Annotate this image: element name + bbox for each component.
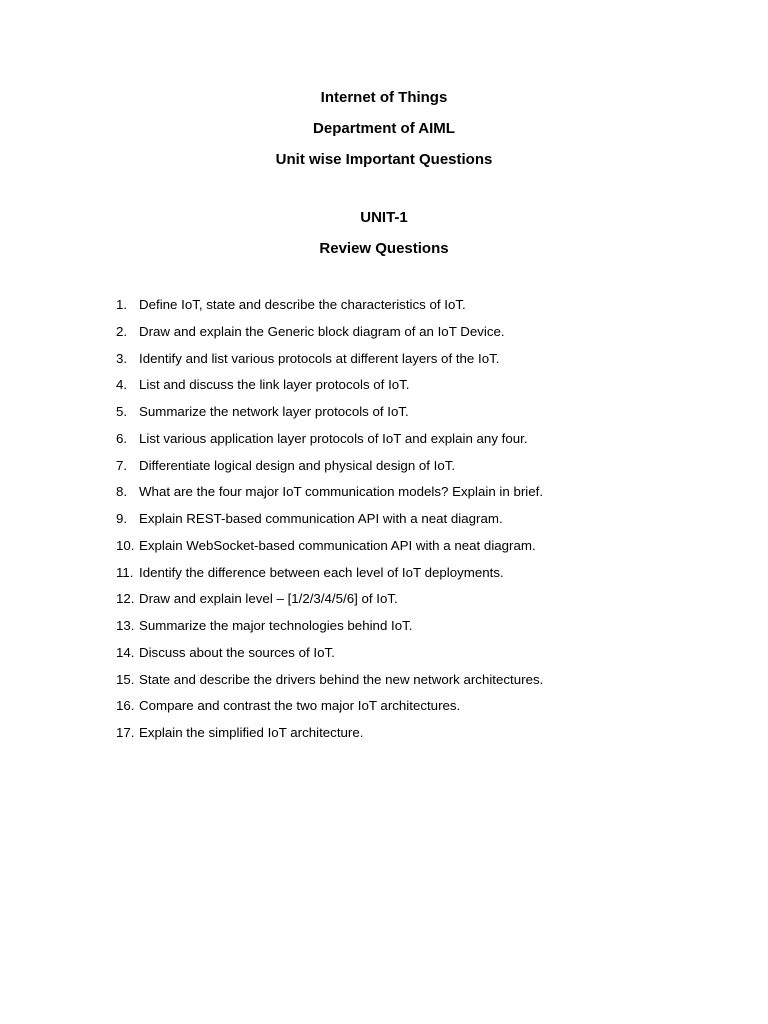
document-subtitle: Unit wise Important Questions bbox=[275, 151, 493, 168]
questions-list bbox=[116, 296, 736, 751]
question-item bbox=[116, 510, 736, 537]
question-text: Summarize the major technologies behind IoT. bbox=[139, 618, 413, 633]
question-number: 9. bbox=[116, 511, 128, 526]
question-item bbox=[116, 590, 736, 617]
question-number: 1. bbox=[116, 297, 128, 312]
question-text: Differentiate logical design and physical design of IoT. bbox=[139, 457, 456, 473]
question-item bbox=[116, 671, 736, 698]
question-text: What are the four major IoT communication models? Explain in brief. bbox=[139, 484, 544, 500]
question-text: Explain the simplified IoT architecture. bbox=[139, 725, 364, 740]
question-item bbox=[116, 644, 736, 671]
question-text: List and discuss the link layer protocols of IoT. bbox=[139, 377, 410, 393]
question-number: 4. bbox=[116, 377, 128, 393]
question-number: 17. bbox=[116, 725, 135, 740]
question-number: 3. bbox=[116, 350, 128, 366]
question-item bbox=[116, 564, 736, 591]
question-item bbox=[116, 724, 736, 751]
question-item bbox=[116, 617, 736, 644]
question-text: List various application layer protocols of IoT and explain any four. bbox=[139, 430, 528, 446]
question-item bbox=[116, 350, 736, 377]
question-text: Identify the difference between each level of IoT deployments. bbox=[139, 564, 504, 580]
question-item bbox=[116, 376, 736, 403]
question-text: State and describe the drivers behind the new network architectures. bbox=[139, 671, 544, 687]
department-heading: Department of AIML bbox=[313, 120, 455, 137]
question-item bbox=[116, 483, 736, 510]
question-number: 16. bbox=[116, 698, 135, 714]
question-item bbox=[116, 697, 736, 724]
question-text: Identify and list various protocols at different layers of the IoT. bbox=[139, 350, 500, 366]
question-item bbox=[116, 430, 736, 457]
question-text: Summarize the network layer protocols of IoT. bbox=[139, 404, 409, 419]
unit-heading: UNIT-1 bbox=[360, 209, 408, 226]
question-text: Explain REST-based communication API with a neat diagram. bbox=[139, 511, 503, 526]
question-item bbox=[116, 323, 736, 350]
section-heading: Review Questions bbox=[319, 240, 449, 257]
question-item bbox=[116, 457, 736, 484]
question-number: 8. bbox=[116, 484, 128, 500]
question-number: 10. bbox=[116, 537, 135, 553]
question-text: Explain WebSocket-based communication API with a neat diagram. bbox=[139, 537, 536, 553]
question-number: 14. bbox=[116, 644, 135, 660]
question-number: 11. bbox=[116, 564, 134, 580]
question-text: Compare and contrast the two major IoT architectures. bbox=[139, 698, 461, 714]
question-text: Define IoT, state and describe the characteristics of IoT. bbox=[139, 297, 466, 312]
question-number: 7. bbox=[116, 457, 128, 473]
question-number: 2. bbox=[116, 323, 128, 339]
question-text: Draw and explain level – [1/2/3/4/5/6] of IoT. bbox=[139, 591, 398, 607]
question-item bbox=[116, 403, 736, 430]
question-number: 12. bbox=[116, 591, 135, 607]
document-title: Internet of Things bbox=[320, 89, 448, 106]
question-number: 6. bbox=[116, 430, 128, 446]
question-item bbox=[116, 296, 736, 323]
question-number: 15. bbox=[116, 671, 135, 687]
question-item bbox=[116, 537, 736, 564]
question-number: 5. bbox=[116, 404, 128, 419]
question-text: Discuss about the sources of IoT. bbox=[139, 644, 335, 660]
question-number: 13. bbox=[116, 618, 135, 633]
question-text: Draw and explain the Generic block diagram of an IoT Device. bbox=[139, 323, 505, 339]
